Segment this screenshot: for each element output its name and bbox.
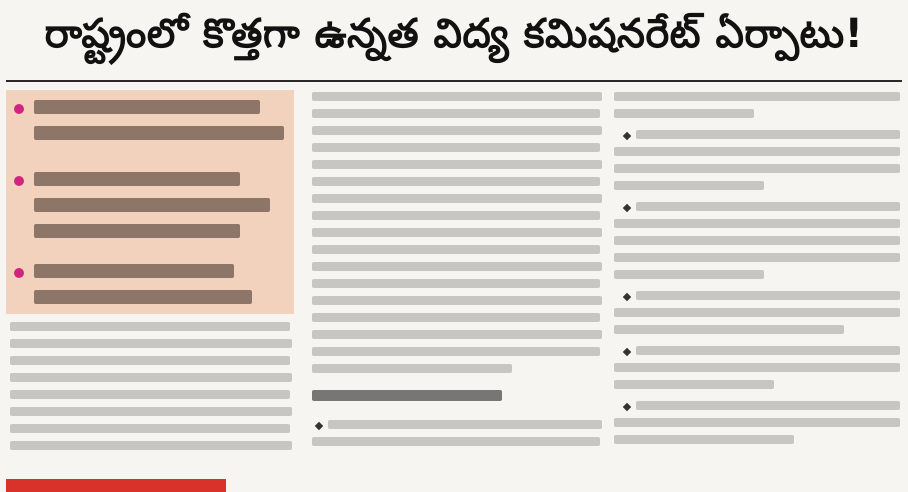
text-placeholder — [312, 330, 602, 339]
text-placeholder — [312, 109, 600, 118]
text-placeholder — [34, 172, 240, 186]
highlights-panel — [6, 90, 294, 314]
text-placeholder — [312, 364, 512, 373]
text-placeholder — [312, 211, 600, 220]
text-placeholder — [312, 92, 602, 101]
text-placeholder — [614, 109, 754, 118]
text-placeholder — [614, 92, 900, 101]
text-placeholder — [636, 291, 900, 300]
bullet-dot-icon — [14, 104, 24, 114]
text-placeholder — [312, 143, 600, 152]
text-placeholder — [34, 100, 260, 114]
text-placeholder — [10, 356, 290, 365]
text-placeholder — [10, 407, 292, 416]
text-placeholder — [312, 228, 602, 237]
text-placeholder — [614, 325, 844, 334]
text-placeholder — [636, 130, 900, 139]
text-placeholder — [312, 126, 602, 135]
diamond-bullet-icon — [623, 132, 631, 140]
text-placeholder — [312, 437, 600, 446]
text-placeholder — [614, 236, 900, 245]
text-placeholder — [312, 296, 602, 305]
diamond-bullet-icon — [623, 348, 631, 356]
text-placeholder — [312, 279, 600, 288]
text-placeholder — [10, 441, 292, 450]
text-placeholder — [614, 380, 774, 389]
text-placeholder — [636, 202, 900, 211]
text-placeholder — [312, 245, 600, 254]
text-placeholder — [34, 126, 284, 140]
bullet-dot-icon — [14, 176, 24, 186]
text-placeholder — [312, 160, 602, 169]
text-placeholder — [328, 420, 602, 429]
text-placeholder — [636, 346, 900, 355]
text-placeholder — [10, 339, 292, 348]
text-placeholder — [614, 219, 900, 228]
text-placeholder — [614, 363, 900, 372]
text-placeholder — [614, 164, 900, 173]
text-placeholder — [614, 435, 794, 444]
text-placeholder — [34, 290, 252, 304]
text-placeholder — [312, 313, 600, 322]
text-placeholder — [10, 424, 290, 433]
text-placeholder — [10, 373, 292, 382]
text-placeholder — [34, 224, 240, 238]
text-placeholder — [614, 253, 900, 262]
text-placeholder — [614, 418, 900, 427]
headline-rule — [6, 80, 902, 82]
text-placeholder — [34, 198, 270, 212]
next-article-red-bar — [6, 479, 226, 492]
text-placeholder — [614, 308, 900, 317]
text-placeholder — [312, 347, 600, 356]
text-placeholder — [10, 390, 290, 399]
text-placeholder — [614, 270, 764, 279]
text-placeholder — [10, 322, 290, 331]
diamond-bullet-icon — [315, 422, 323, 430]
diamond-bullet-icon — [623, 403, 631, 411]
article-headline: రాష్ట్రంలో కొత్తగా ఉన్నత విద్య కమిషనరేట్ ఏర్పాటు! — [44, 11, 864, 57]
subheading-placeholder — [312, 390, 502, 401]
text-placeholder — [636, 401, 900, 410]
diamond-bullet-icon — [623, 293, 631, 301]
text-placeholder — [614, 181, 764, 190]
bullet-dot-icon — [14, 268, 24, 278]
diamond-bullet-icon — [623, 204, 631, 212]
text-placeholder — [312, 177, 600, 186]
text-placeholder — [614, 147, 900, 156]
text-placeholder — [312, 194, 602, 203]
text-placeholder — [312, 262, 602, 271]
text-placeholder — [34, 264, 234, 278]
